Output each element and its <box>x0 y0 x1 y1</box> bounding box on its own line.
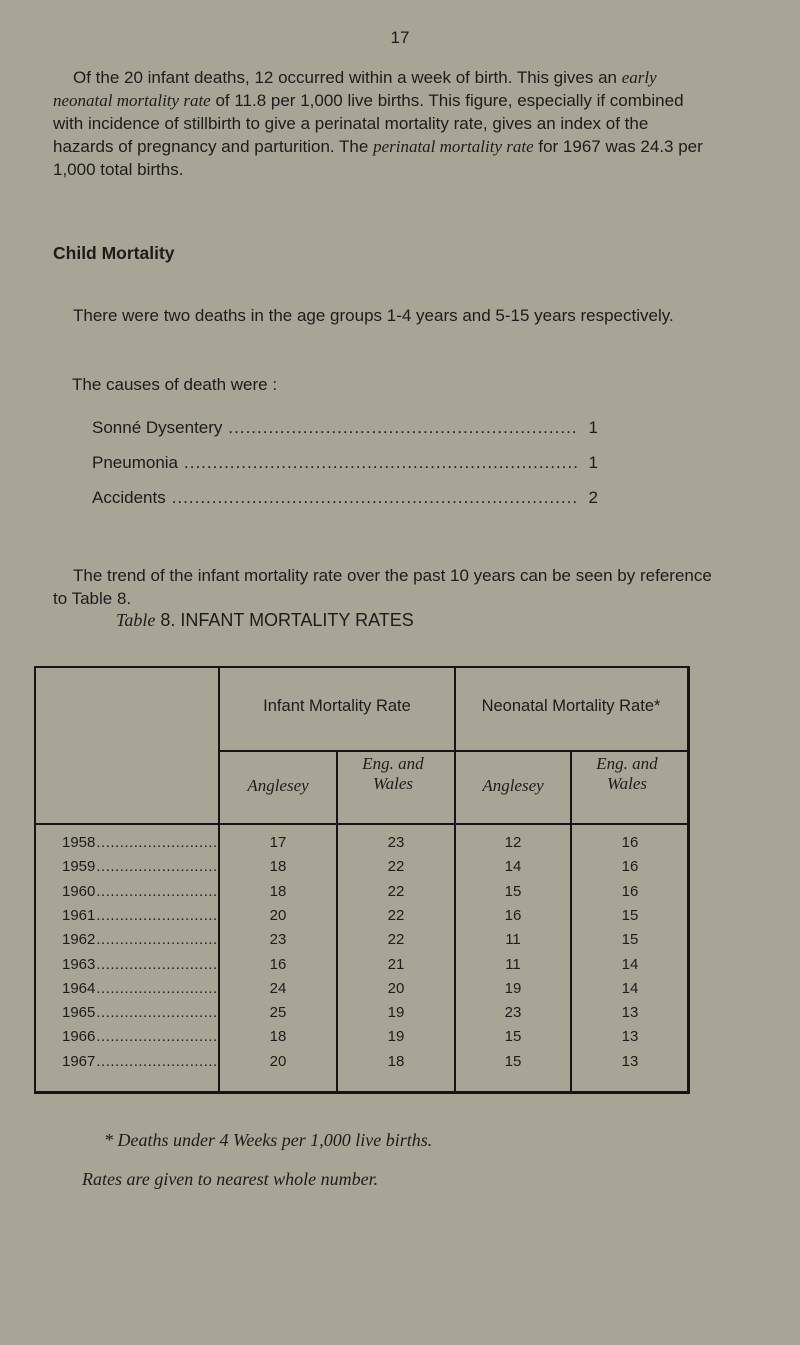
intro-paragraph <box>53 66 713 181</box>
perinatal-term: perinatal mortality rate <box>373 137 534 156</box>
table-cell: 15 <box>504 1028 522 1046</box>
table-cell: 18 <box>387 1052 405 1070</box>
cause-count: 1 <box>588 453 598 472</box>
footnote-rates: Rates are given to nearest whole number. <box>82 1169 379 1189</box>
infant-mortality-table <box>34 666 690 1094</box>
table-cell: 16 <box>621 882 639 900</box>
table-cell: 14 <box>621 979 639 997</box>
table-cell: 22 <box>387 906 405 924</box>
group-header-neonatal: Neonatal Mortality Rate* <box>481 697 661 715</box>
trend-paragraph: The trend of the infant mortality rate over the past 10 years can be seen by reference to Table 8. <box>53 566 712 608</box>
table-cell: 22 <box>387 858 405 876</box>
year-label <box>62 858 220 878</box>
table-cell: 13 <box>621 1028 639 1046</box>
year-text: 1960 <box>62 882 96 900</box>
table-cell: 11 <box>505 955 521 973</box>
cause-row <box>92 418 598 438</box>
year-label <box>62 980 220 1000</box>
table-cell: 13 <box>621 1052 639 1070</box>
table-cell: 15 <box>504 882 522 900</box>
intro-text-2: of 11.8 per 1,000 live births. This figure, especially if combined with incidence of stillbirth to give a perinatal mortality rate, gives an index of the hazards of pregnancy and parturition. The <box>53 91 684 156</box>
cause-label: Pneumonia <box>92 453 179 472</box>
leader-dots <box>184 453 578 473</box>
year-label <box>62 834 220 854</box>
table-cell: 18 <box>269 858 287 876</box>
table-cell: 20 <box>387 979 405 997</box>
year-label <box>62 931 220 951</box>
cause-row <box>92 453 598 473</box>
header-divider <box>218 750 688 752</box>
table-cell: 16 <box>269 955 287 973</box>
early-neonatal-term: early neonatal mortality rate <box>53 68 657 110</box>
table-cell: 20 <box>269 1052 287 1070</box>
leader-dots <box>96 1053 220 1070</box>
child-deaths-paragraph: There were two deaths in the age groups 1-4 years and 5-15 years respectively. <box>73 306 674 325</box>
year-label <box>62 956 220 976</box>
year-text: 1965 <box>62 1004 96 1022</box>
table-cell: 19 <box>387 1028 405 1046</box>
group-header-infant: Infant Mortality Rate <box>263 697 411 715</box>
table-cell: 12 <box>504 834 522 851</box>
year-label <box>62 1004 220 1024</box>
leader-dots <box>96 931 220 948</box>
year-label <box>62 1053 220 1073</box>
table-cell: 14 <box>621 955 639 973</box>
leader-dots <box>96 1004 220 1021</box>
table-cell: 22 <box>387 882 405 900</box>
table-cell: 16 <box>621 834 639 851</box>
table-cell: 19 <box>387 1004 405 1022</box>
intro-text-3: for 1967 was 24.3 per 1,000 total births. <box>53 137 703 179</box>
caption-prefix: Table <box>116 610 156 630</box>
table-caption <box>116 610 414 631</box>
year-text: 1964 <box>62 979 96 997</box>
leader-dots <box>228 418 578 438</box>
intro-text-1: Of the 20 infant deaths, 12 occurred within a week of birth. This gives an <box>73 68 617 87</box>
caption-title: 8. INFANT MORTALITY RATES <box>160 610 414 630</box>
sub-header-anglesey: Anglesey <box>247 776 309 795</box>
table-cell: 18 <box>269 1028 287 1046</box>
cause-label: Sonné Dysentery <box>92 418 223 437</box>
table-cell: 23 <box>504 1004 522 1022</box>
table-cell: 23 <box>387 834 405 851</box>
table-cell: 24 <box>269 979 287 997</box>
page-number: 17 <box>390 28 410 47</box>
leader-dots <box>96 883 220 900</box>
table-cell: 25 <box>269 1004 287 1022</box>
table-cell: 11 <box>505 931 521 949</box>
table-cell: 17 <box>269 834 287 851</box>
table-cell: 16 <box>621 858 639 876</box>
year-text: 1963 <box>62 955 96 973</box>
year-text: 1961 <box>62 906 96 924</box>
section-heading: Child Mortality <box>53 243 175 263</box>
year-text: 1958 <box>62 834 96 851</box>
table-cell: 21 <box>387 955 405 973</box>
year-text: 1967 <box>62 1052 96 1070</box>
sub-header-anglesey: Anglesey <box>482 776 544 795</box>
year-label <box>62 1028 220 1048</box>
table-cell: 15 <box>621 906 639 924</box>
leader-dots <box>96 834 220 851</box>
table-cell: 22 <box>387 931 405 949</box>
table-cell: 15 <box>621 931 639 949</box>
causes-intro: The causes of death were : <box>72 375 278 394</box>
leader-dots <box>96 1028 220 1045</box>
table-cell: 16 <box>504 906 522 924</box>
header-divider <box>36 823 688 825</box>
year-text: 1962 <box>62 931 96 949</box>
leader-dots <box>172 488 578 508</box>
table-cell: 19 <box>504 979 522 997</box>
footnote-deaths: * Deaths under 4 Weeks per 1,000 live births. <box>104 1130 433 1150</box>
leader-dots <box>96 858 220 875</box>
leader-dots <box>96 980 220 997</box>
table-cell: 15 <box>504 1052 522 1070</box>
table-cell: 13 <box>621 1004 639 1022</box>
year-text: 1966 <box>62 1028 96 1046</box>
cause-count: 1 <box>588 418 598 437</box>
table-cell: 20 <box>269 906 287 924</box>
cause-row <box>92 488 598 508</box>
sub-header-eng-wales: Eng. and Wales <box>596 754 658 793</box>
sub-header-eng-wales: Eng. and Wales <box>362 754 424 793</box>
cause-label: Accidents <box>92 488 166 507</box>
year-label <box>62 907 220 927</box>
cause-count: 2 <box>588 488 598 507</box>
year-text: 1959 <box>62 858 96 876</box>
table-cell: 14 <box>504 858 522 876</box>
leader-dots <box>96 956 220 973</box>
table-cell: 18 <box>269 882 287 900</box>
table-cell: 23 <box>269 931 287 949</box>
year-label <box>62 883 220 903</box>
leader-dots <box>96 907 220 924</box>
